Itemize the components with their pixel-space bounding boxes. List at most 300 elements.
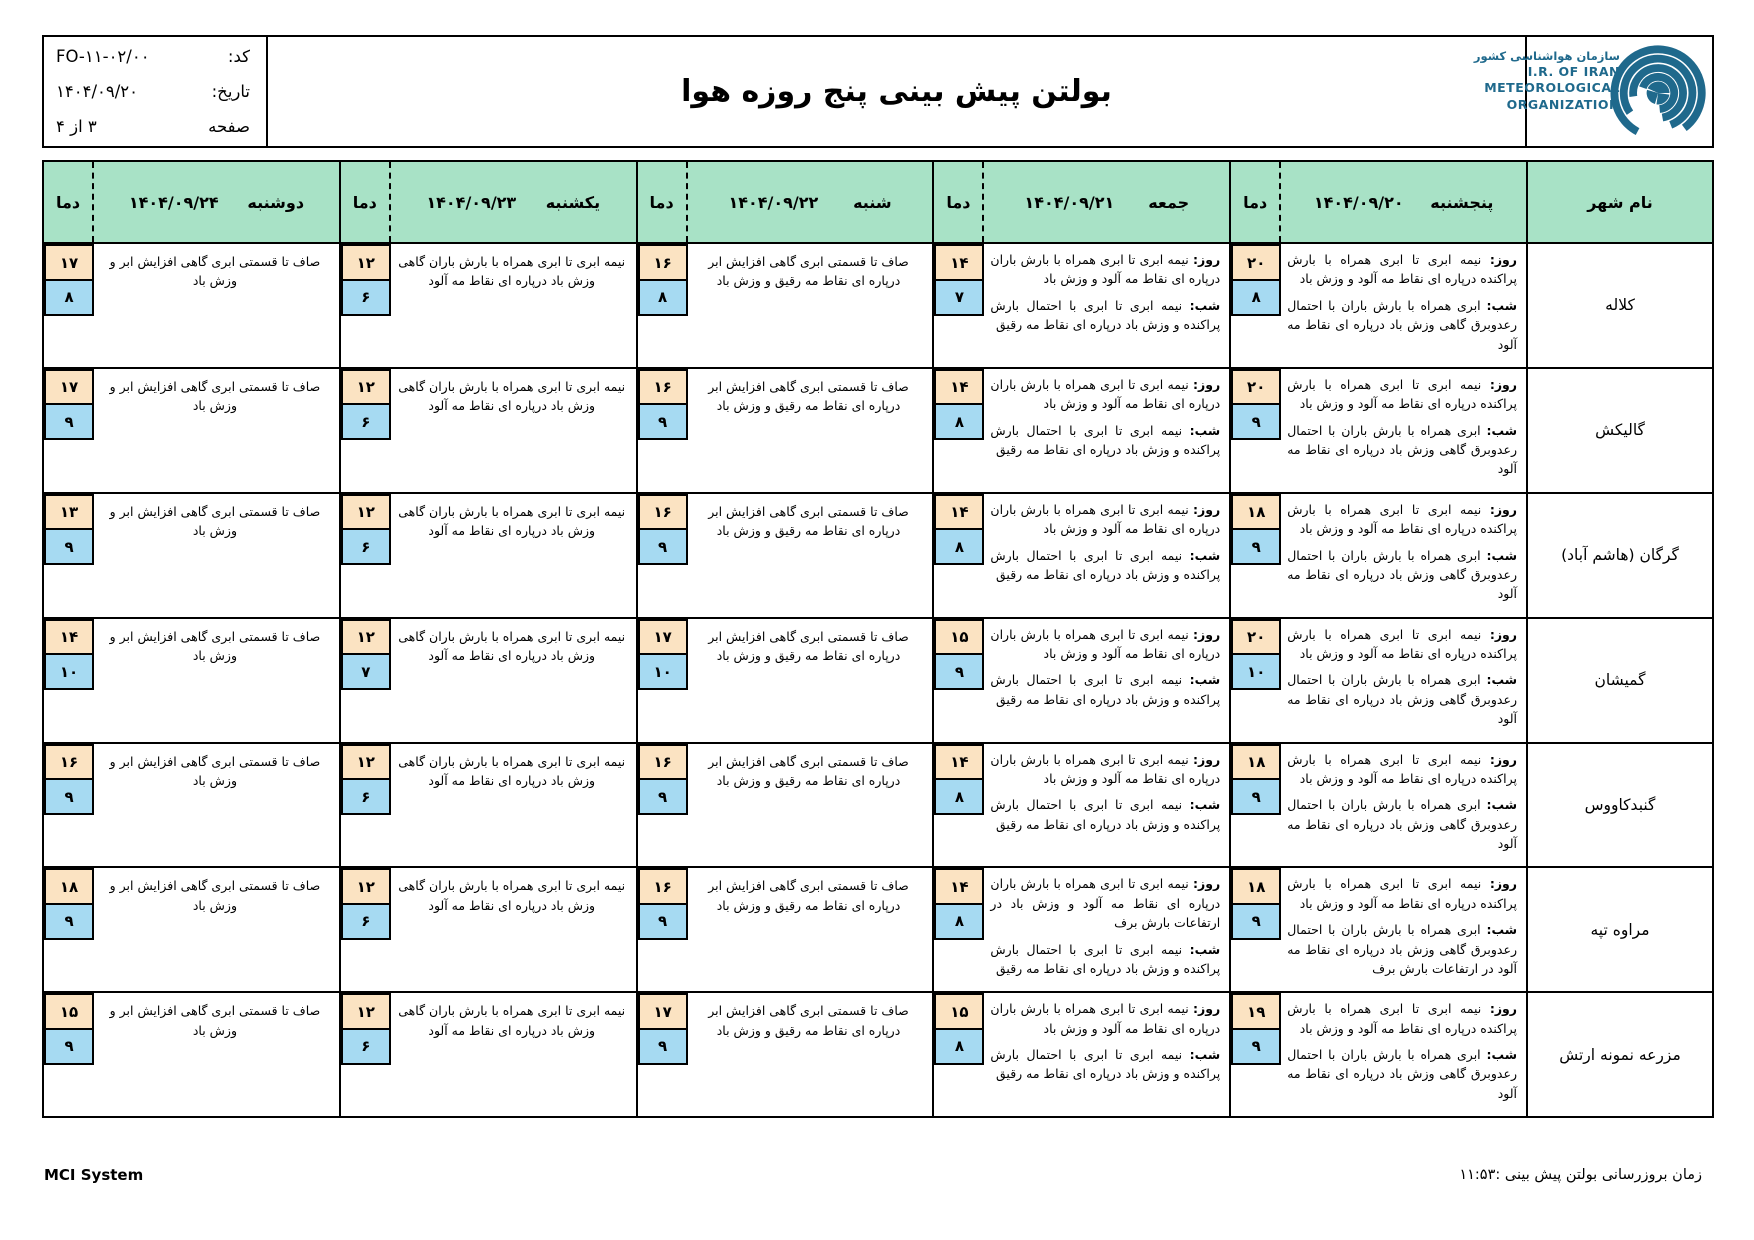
daypart-label: شب:	[1189, 297, 1221, 313]
temp-column-header: دما	[934, 162, 984, 242]
forecast-cell	[638, 369, 935, 492]
daypart-label: روز:	[1489, 626, 1517, 642]
forecast-cell	[934, 244, 1231, 367]
min-temp-value: ۱۰	[1231, 653, 1281, 690]
temperature-column	[44, 993, 94, 1065]
forecast-text-block	[391, 619, 636, 742]
logo-fa-name: سازمان هواشناسی کشور	[1473, 49, 1620, 63]
forecast-text: نیمه ابری تا ابری همراه با بارش باران درپاره ای نقاط مه آلود و وزش باد	[990, 626, 1221, 661]
daypart-label: روز:	[1193, 876, 1221, 892]
daypart-label: شب:	[1486, 422, 1517, 438]
max-temp-value: ۱۲	[341, 868, 391, 905]
page-number-label: صفحه	[208, 117, 250, 136]
forecast-text: نیمه ابری تا ابری با احتمال بارش پراکنده و وزش باد درپاره ای نقاط مه رقیق	[990, 422, 1221, 457]
forecast-text: صاف تا قسمتی ابری گاهی افزایش ابر و وزش باد	[109, 503, 321, 539]
forecast-text-block	[688, 244, 933, 367]
table-row	[44, 742, 1712, 867]
min-temp-value: ۹	[934, 653, 984, 690]
forecast-text: صاف تا قسمتی ابری گاهی افزایش ابر درپاره ای نقاط مه رقیق و وزش باد	[708, 254, 909, 289]
forecast-paragraph	[397, 250, 627, 291]
forecast-cell	[44, 993, 341, 1116]
min-temp-value: ۹	[1231, 528, 1281, 565]
forecast-text-block	[688, 868, 933, 991]
temperature-column	[638, 993, 688, 1065]
daypart-label: روز:	[1489, 751, 1517, 767]
min-temp-value: ۱۰	[44, 653, 94, 690]
forecast-cell	[341, 244, 638, 367]
forecast-cell	[934, 868, 1231, 991]
forecast-paragraph	[100, 874, 330, 915]
temp-column-header: دما	[1231, 162, 1281, 242]
daypart-label: شب:	[1189, 672, 1221, 688]
temperature-column	[1231, 619, 1281, 691]
daypart-label: شب:	[1486, 797, 1517, 813]
forecast-paragraph	[990, 375, 1220, 414]
page-title: بولتن پیش بینی پنج روزه هوا	[681, 74, 1112, 109]
forecast-text-block	[984, 993, 1229, 1116]
forecast-cell	[638, 993, 935, 1116]
temperature-column	[44, 494, 94, 566]
max-temp-value: ۱۳	[44, 494, 94, 531]
day-header-label	[391, 162, 636, 242]
daypart-label: روز:	[1193, 1001, 1221, 1017]
daypart-label: شب:	[1189, 1047, 1221, 1062]
city-column-header: نام شهر	[1587, 192, 1653, 212]
forecast-text: نیمه ابری تا ابری همراه با بارش پراکنده درپاره ای نقاط مه آلود و وزش باد	[1287, 626, 1517, 661]
temperature-column	[638, 244, 688, 316]
forecast-text: نیمه ابری تا ابری همراه با بارش باران درپاره ای نقاط مه آلود و وزش باد در ارتفاعات بارش برف	[990, 876, 1221, 931]
forecast-text: ابری همراه با بارش باران با احتمال رعدوبرق گاهی وزش باد درپاره ای نقاط مه آلود	[1287, 422, 1517, 477]
forecast-text: نیمه ابری تا ابری همراه با بارش باران گاهی وزش باد درپاره ای نقاط مه آلود	[398, 753, 626, 788]
min-temp-value: ۸	[934, 403, 984, 440]
forecast-text-block	[94, 494, 339, 617]
forecast-text-block	[984, 494, 1229, 617]
forecast-cell	[638, 244, 935, 367]
forecast-cell	[934, 619, 1231, 742]
forecast-text: نیمه ابری تا ابری همراه با بارش پراکنده درپاره ای نقاط مه آلود و وزش باد	[1287, 1001, 1517, 1036]
date-label: تاریخ:	[211, 82, 250, 101]
forecast-cell	[638, 744, 935, 867]
day-date: ۱۴۰۴/۰۹/۲۲	[728, 192, 819, 212]
forecast-text: نیمه ابری تا ابری همراه با بارش پراکنده درپاره ای نقاط مه آلود و وزش باد	[1287, 876, 1517, 911]
city-name: مزرعه نمونه ارتش	[1559, 1045, 1681, 1064]
temperature-column	[341, 619, 391, 691]
daypart-label: روز:	[1193, 501, 1221, 517]
day-header-label	[1281, 162, 1526, 242]
temperature-column	[1231, 744, 1281, 816]
day-date: ۱۴۰۴/۰۹/۲۰	[1313, 192, 1404, 212]
forecast-paragraph	[694, 999, 924, 1040]
forecast-text: ابری همراه با بارش باران با احتمال رعدوبرق گاهی وزش باد درپاره ای نقاط مه آلود	[1287, 797, 1517, 851]
forecast-text: نیمه ابری تا ابری همراه با بارش باران گاهی وزش باد درپاره ای نقاط مه آلود	[398, 628, 626, 663]
forecast-cell	[638, 868, 935, 991]
forecast-cell	[44, 868, 341, 991]
forecast-cell	[934, 369, 1231, 492]
forecast-text-block	[94, 868, 339, 991]
forecast-cell	[44, 744, 341, 867]
forecast-paragraph	[1287, 375, 1517, 414]
forecast-text-block	[1281, 993, 1526, 1116]
forecast-paragraph	[397, 500, 627, 541]
forecast-paragraph	[397, 625, 627, 666]
forecast-paragraph	[694, 625, 924, 666]
forecast-cell	[1231, 619, 1528, 742]
forecast-text: صاف تا قسمتی ابری گاهی افزایش ابر و وزش باد	[109, 378, 321, 414]
max-temp-value: ۱۷	[638, 619, 688, 656]
daypart-label: شب:	[1189, 941, 1221, 957]
temperature-column	[638, 619, 688, 691]
table-header-row	[44, 162, 1712, 242]
forecast-cell	[1231, 744, 1528, 867]
max-temp-value: ۱۸	[1231, 744, 1281, 781]
table-row	[44, 617, 1712, 742]
forecast-paragraph	[990, 546, 1220, 585]
forecast-text: صاف تا قسمتی ابری گاهی افزایش ابر درپاره ای نقاط مه رقیق و وزش باد	[708, 503, 909, 539]
forecast-text-block	[391, 868, 636, 991]
forecast-text: صاف تا قسمتی ابری گاهی افزایش ابر و وزش باد	[109, 878, 321, 913]
forecast-paragraph	[397, 375, 627, 416]
forecast-text: نیمه ابری تا ابری همراه با بارش باران درپاره ای نقاط مه آلود و وزش باد	[990, 376, 1221, 412]
max-temp-value: ۱۸	[44, 868, 94, 905]
temperature-column	[341, 993, 391, 1065]
temp-column-header: دما	[44, 162, 94, 242]
forecast-cell	[1231, 244, 1528, 367]
max-temp-value: ۱۶	[638, 494, 688, 531]
forecast-text-block	[391, 744, 636, 867]
forecast-text: صاف تا قسمتی ابری گاهی افزایش ابر و وزش باد	[109, 628, 321, 663]
day-column-header-saturday	[638, 162, 935, 242]
forecast-text: صاف تا قسمتی ابری گاهی افزایش ابر درپاره ای نقاط مه رقیق و وزش باد	[708, 378, 909, 414]
temperature-column	[44, 868, 94, 940]
forecast-text-block	[1281, 868, 1526, 991]
forecast-paragraph	[990, 940, 1220, 979]
forecast-paragraph	[990, 500, 1220, 539]
forecast-text: نیمه ابری تا ابری همراه با بارش باران گاهی وزش باد درپاره ای نقاط مه آلود	[398, 878, 626, 913]
forecast-text-block	[984, 744, 1229, 867]
city-name: گنبدکاووس	[1584, 795, 1656, 814]
min-temp-value: ۹	[638, 778, 688, 815]
max-temp-value: ۱۷	[638, 993, 688, 1030]
max-temp-value: ۱۷	[44, 244, 94, 281]
table-row	[44, 367, 1712, 492]
temperature-column	[934, 619, 984, 691]
document-page-line	[56, 117, 250, 136]
forecast-text: ابری همراه با بارش باران با احتمال رعدوبرق گاهی وزش باد درپاره ای نقاط مه آلود	[1287, 547, 1517, 602]
max-temp-value: ۱۵	[934, 619, 984, 656]
day-column-header-monday	[44, 162, 341, 242]
temperature-column	[638, 868, 688, 940]
forecast-cell	[934, 494, 1231, 617]
forecast-paragraph	[1287, 625, 1517, 664]
bulletin-update-time: زمان بروزرسانی بولتن پیش بینی :۱۱:۵۳	[1459, 1167, 1702, 1184]
min-temp-value: ۹	[1231, 1028, 1281, 1065]
forecast-paragraph	[1287, 920, 1517, 978]
forecast-text: نیمه ابری تا ابری همراه با بارش باران درپاره ای نقاط مه آلود و وزش باد	[990, 252, 1221, 287]
min-temp-value: ۹	[638, 1028, 688, 1065]
forecast-cell	[638, 619, 935, 742]
forecast-text-block	[984, 244, 1229, 367]
max-temp-value: ۱۵	[44, 993, 94, 1030]
forecast-paragraph	[100, 750, 330, 791]
day-column-header-friday	[934, 162, 1231, 242]
forecast-text-block	[984, 369, 1229, 492]
forecast-cell	[341, 369, 638, 492]
min-temp-value: ۹	[44, 528, 94, 565]
daypart-label: شب:	[1189, 547, 1221, 563]
forecast-text: صاف تا قسمتی ابری گاهی افزایش ابر درپاره ای نقاط مه رقیق و وزش باد	[708, 753, 909, 788]
forecast-text-block	[391, 369, 636, 492]
min-temp-value: ۸	[934, 528, 984, 565]
day-name: دوشنبه	[247, 192, 305, 212]
forecast-paragraph	[990, 670, 1220, 709]
organization-logo-box	[1473, 37, 1712, 146]
temperature-column	[44, 369, 94, 441]
day-date: ۱۴۰۴/۰۹/۲۴	[128, 192, 219, 212]
day-column-header-sunday	[341, 162, 638, 242]
temperature-column	[934, 494, 984, 566]
min-temp-value: ۶	[341, 403, 391, 440]
forecast-text-block	[391, 993, 636, 1116]
forecast-text-block	[94, 993, 339, 1116]
min-temp-value: ۸	[1231, 279, 1281, 316]
forecast-paragraph	[100, 625, 330, 666]
day-header-label	[94, 162, 339, 242]
forecast-paragraph	[1287, 670, 1517, 728]
forecast-paragraph	[1287, 250, 1517, 289]
forecast-paragraph	[1287, 546, 1517, 604]
table-row	[44, 492, 1712, 617]
forecast-paragraph	[990, 750, 1220, 789]
forecast-text-block	[1281, 494, 1526, 617]
max-temp-value: ۱۴	[44, 619, 94, 656]
forecast-text: نیمه ابری تا ابری با احتمال بارش پراکنده و وزش باد درپاره ای نقاط مه رقیق	[990, 941, 1221, 976]
day-name: یکشنبه	[545, 192, 601, 212]
min-temp-value: ۸	[44, 279, 94, 316]
min-temp-value: ۹	[1231, 903, 1281, 940]
forecast-cell	[934, 993, 1231, 1116]
forecast-paragraph	[1287, 421, 1517, 479]
forecast-paragraph	[100, 500, 330, 541]
forecast-cell	[341, 993, 638, 1116]
forecast-paragraph	[1287, 500, 1517, 539]
min-temp-value: ۸	[638, 279, 688, 316]
min-temp-value: ۹	[44, 403, 94, 440]
forecast-text-block	[688, 494, 933, 617]
day-name: شنبه	[853, 192, 892, 212]
forecast-text: ابری همراه با بارش باران با احتمال رعدوبرق گاهی وزش باد درپاره ای نقاط مه آلود در ارتفاعات بارش برف	[1287, 922, 1517, 976]
temp-column-header: دما	[638, 162, 688, 242]
min-temp-value: ۷	[934, 279, 984, 316]
min-temp-value: ۷	[341, 653, 391, 690]
forecast-text: نیمه ابری تا ابری با احتمال بارش پراکنده و وزش باد درپاره ای نقاط مه رقیق	[990, 547, 1221, 582]
max-temp-value: ۱۹	[1231, 993, 1281, 1030]
min-temp-value: ۹	[1231, 778, 1281, 815]
forecast-text-block	[1281, 244, 1526, 367]
day-name: جمعه	[1148, 192, 1190, 212]
forecast-text: نیمه ابری تا ابری همراه با بارش پراکنده درپاره ای نقاط مه آلود و وزش باد	[1287, 376, 1517, 412]
forecast-paragraph	[990, 999, 1220, 1038]
forecast-cell	[1231, 868, 1528, 991]
day-date: ۱۴۰۴/۰۹/۲۳	[426, 192, 517, 212]
document-date-line	[56, 82, 250, 101]
forecast-paragraph	[1287, 296, 1517, 354]
max-temp-value: ۱۲	[341, 494, 391, 531]
forecast-text: صاف تا قسمتی ابری گاهی افزایش ابر درپاره ای نقاط مه رقیق و وزش باد	[708, 1003, 909, 1038]
max-temp-value: ۱۸	[1231, 494, 1281, 531]
max-temp-value: ۱۴	[934, 744, 984, 781]
min-temp-value: ۱۰	[638, 653, 688, 690]
forecast-text-block	[688, 369, 933, 492]
forecast-text-block	[391, 244, 636, 367]
forecast-text: نیمه ابری تا ابری با احتمال بارش پراکنده و وزش باد درپاره ای نقاط مه رقیق	[990, 297, 1221, 333]
page-header	[42, 35, 1714, 148]
forecast-text-block	[688, 993, 933, 1116]
forecast-paragraph	[1287, 999, 1517, 1038]
city-name: گمیشان	[1594, 671, 1646, 690]
min-temp-value: ۹	[638, 403, 688, 440]
day-header-label	[984, 162, 1229, 242]
forecast-paragraph	[100, 250, 330, 291]
forecast-paragraph	[990, 795, 1220, 834]
daypart-label: روز:	[1489, 376, 1517, 392]
forecast-text-block	[688, 744, 933, 867]
max-temp-value: ۱۴	[934, 244, 984, 281]
min-temp-value: ۹	[638, 903, 688, 940]
forecast-text: ابری همراه با بارش باران با احتمال رعدوبرق گاهی وزش باد درپاره ای نقاط مه آلود	[1287, 297, 1517, 352]
day-date: ۱۴۰۴/۰۹/۲۱	[1024, 192, 1115, 212]
organization-logo-text	[1474, 49, 1620, 113]
max-temp-value: ۱۲	[341, 244, 391, 281]
daypart-label: شب:	[1486, 547, 1517, 563]
temperature-column	[1231, 993, 1281, 1065]
temperature-column	[44, 244, 94, 316]
max-temp-value: ۱۲	[341, 369, 391, 406]
temperature-column	[44, 744, 94, 816]
temperature-column	[341, 369, 391, 441]
forecast-text-block	[94, 369, 339, 492]
max-temp-value: ۱۵	[934, 993, 984, 1030]
code-value: FO-۱۱-۰۲/۰۰	[56, 47, 150, 66]
forecast-paragraph	[397, 750, 627, 791]
page-number-value: ۳ از ۴	[56, 117, 97, 136]
forecast-text-block	[1281, 744, 1526, 867]
forecast-text: نیمه ابری تا ابری همراه با بارش باران درپاره ای نقاط مه آلود و وزش باد	[990, 1001, 1221, 1036]
forecast-text: نیمه ابری تا ابری همراه با بارش پراکنده درپاره ای نقاط مه آلود و وزش باد	[1287, 252, 1517, 287]
min-temp-value: ۹	[44, 903, 94, 940]
min-temp-value: ۶	[341, 1028, 391, 1065]
forecast-paragraph	[694, 250, 924, 291]
daypart-label: روز:	[1489, 252, 1517, 267]
max-temp-value: ۱۷	[44, 369, 94, 406]
max-temp-value: ۱۴	[934, 868, 984, 905]
daypart-label: روز:	[1193, 751, 1221, 767]
max-temp-value: ۱۶	[638, 369, 688, 406]
forecast-text-block	[391, 494, 636, 617]
temperature-column	[1231, 369, 1281, 441]
forecast-paragraph	[990, 1045, 1220, 1084]
min-temp-value: ۹	[44, 778, 94, 815]
forecast-text: نیمه ابری تا ابری همراه با بارش باران گاهی وزش باد درپاره ای نقاط مه آلود	[398, 254, 626, 289]
forecast-cell	[44, 494, 341, 617]
max-temp-value: ۱۸	[1231, 868, 1281, 905]
min-temp-value: ۶	[341, 903, 391, 940]
daypart-label: روز:	[1193, 252, 1221, 267]
forecast-text: صاف تا قسمتی ابری گاهی افزایش ابر درپاره ای نقاط مه رقیق و وزش باد	[708, 878, 909, 913]
forecast-paragraph	[990, 296, 1220, 335]
forecast-cell	[1231, 369, 1528, 492]
forecast-text: نیمه ابری تا ابری همراه با بارش پراکنده درپاره ای نقاط مه آلود و وزش باد	[1287, 501, 1517, 537]
temperature-column	[934, 993, 984, 1065]
max-temp-value: ۱۴	[934, 369, 984, 406]
forecast-paragraph	[990, 421, 1220, 460]
forecast-text-block	[94, 744, 339, 867]
forecast-text: ابری همراه با بارش باران با احتمال رعدوبرق گاهی وزش باد درپاره ای نقاط مه آلود	[1287, 672, 1517, 727]
city-name: گالیکش	[1595, 421, 1645, 440]
forecast-text: صاف تا قسمتی ابری گاهی افزایش ابر درپاره ای نقاط مه رقیق و وزش باد	[708, 628, 909, 663]
forecast-paragraph	[1287, 874, 1517, 913]
daypart-label: روز:	[1489, 501, 1517, 517]
max-temp-value: ۱۶	[638, 868, 688, 905]
logo-en-line2: METEOROLOGICAL	[1484, 80, 1620, 96]
daypart-label: روز:	[1489, 1001, 1517, 1017]
forecast-cell	[44, 619, 341, 742]
min-temp-value: ۸	[934, 903, 984, 940]
forecast-paragraph	[1287, 1045, 1517, 1103]
forecast-text: نیمه ابری تا ابری همراه با بارش باران گاهی وزش باد درپاره ای نقاط مه آلود	[398, 1003, 626, 1038]
forecast-text-block	[688, 619, 933, 742]
forecast-text: نیمه ابری تا ابری با احتمال بارش پراکنده و وزش باد درپاره ای نقاط مه رقیق	[990, 797, 1221, 832]
forecast-paragraph	[100, 375, 330, 416]
forecast-text-block	[984, 868, 1229, 991]
min-temp-value: ۹	[44, 1028, 94, 1065]
table-row	[44, 866, 1712, 991]
forecast-text: صاف تا قسمتی ابری گاهی افزایش ابر و وزش باد	[109, 753, 321, 788]
max-temp-value: ۲۰	[1231, 369, 1281, 406]
forecast-paragraph	[397, 874, 627, 915]
max-temp-value: ۱۲	[341, 619, 391, 656]
forecast-cell	[1231, 494, 1528, 617]
table-row	[44, 991, 1712, 1116]
min-temp-value: ۹	[1231, 403, 1281, 440]
city-name: گرگان (هاشم آباد)	[1561, 546, 1679, 565]
max-temp-value: ۲۰	[1231, 619, 1281, 656]
temperature-column	[638, 369, 688, 441]
forecast-cell	[341, 744, 638, 867]
forecast-paragraph	[990, 625, 1220, 664]
forecast-paragraph	[397, 999, 627, 1040]
max-temp-value: ۱۲	[341, 744, 391, 781]
min-temp-value: ۸	[934, 778, 984, 815]
day-header-label	[688, 162, 933, 242]
daypart-label: روز:	[1193, 376, 1221, 392]
forecast-text: نیمه ابری تا ابری همراه با بارش باران درپاره ای نقاط مه آلود و وزش باد	[990, 501, 1221, 537]
temperature-column	[638, 494, 688, 566]
max-temp-value: ۱۲	[341, 993, 391, 1030]
forecast-text: نیمه ابری تا ابری با احتمال بارش پراکنده و وزش باد درپاره ای نقاط مه رقیق	[990, 1047, 1221, 1082]
temperature-column	[934, 244, 984, 316]
forecast-text: نیمه ابری تا ابری با احتمال بارش پراکنده و وزش باد درپاره ای نقاط مه رقیق	[990, 672, 1221, 707]
temperature-column	[341, 868, 391, 940]
day-column-header-thursday	[1231, 162, 1528, 242]
forecast-text: صاف تا قسمتی ابری گاهی افزایش ابر و وزش باد	[109, 1003, 321, 1038]
forecast-paragraph	[1287, 795, 1517, 853]
forecast-text-block	[1281, 369, 1526, 492]
min-temp-value: ۶	[341, 778, 391, 815]
forecast-table-body	[44, 242, 1712, 1116]
daypart-label: شب:	[1189, 422, 1221, 438]
forecast-text-block	[94, 619, 339, 742]
city-name: مراوه تپه	[1590, 920, 1650, 939]
